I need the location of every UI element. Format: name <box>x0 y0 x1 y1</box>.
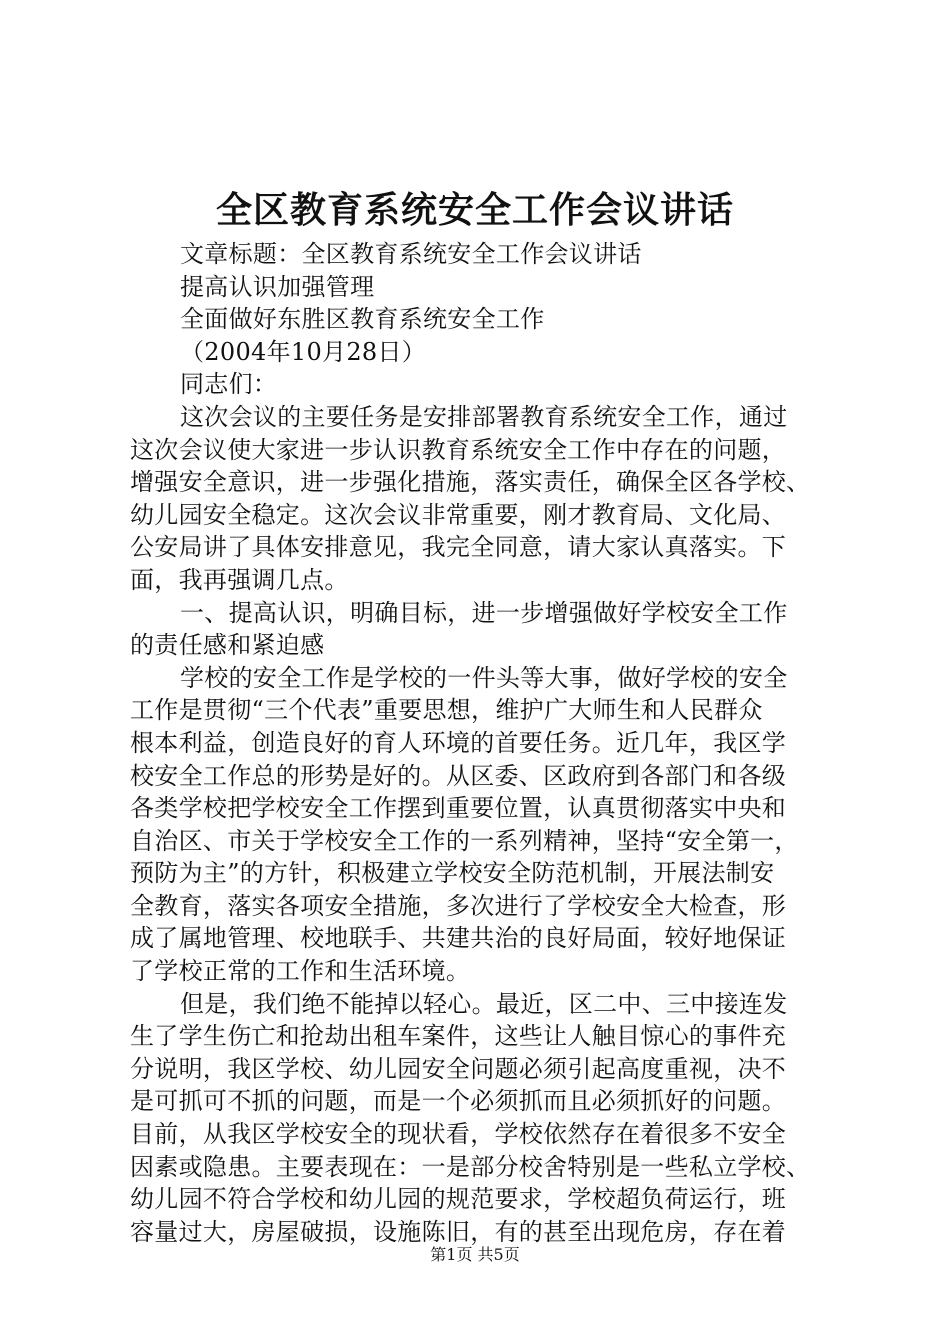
text-line: 各类学校把学校安全工作摆到重要位置，认真贯彻落实中央和 <box>130 794 787 823</box>
text-line: 目前，从我区学校安全的现状看，学校依然存在着很多不安全 <box>130 1120 787 1149</box>
text-line: 面，我再强调几点。 <box>130 565 349 594</box>
text-line: 自治区、市关于学校安全工作的一系列精神，坚持“安全第一， <box>130 826 799 855</box>
text-line: 增强安全意识，进一步强化措施，落实责任，确保全区各学校、 <box>130 468 811 497</box>
text-line: 幼儿园安全稳定。这次会议非常重要，刚才教育局、文化局、 <box>130 500 787 529</box>
text-line: （2004年10月28日） <box>180 337 427 366</box>
text-line: 这次会议使大家进一步认识教育系统安全工作中存在的问题， <box>130 435 787 464</box>
text-line: 了学校正常的工作和生活环境。 <box>130 957 471 986</box>
text-line: 因素或隐患。主要表现在：一是部分校舍特别是一些私立学校、 <box>130 1152 811 1181</box>
text-line: 学校的安全工作是学校的一件头等大事，做好学校的安全 <box>180 663 788 692</box>
document-body <box>130 238 830 1248</box>
text-line: 提高认识加强管理 <box>180 272 375 301</box>
text-line: 校安全工作总的形势是好的。从区委、区政府到各部门和各级 <box>130 761 787 790</box>
text-line: 一、提高认识，明确目标，进一步增强做好学校安全工作 <box>180 598 788 627</box>
document-title: 全区教育系统安全工作会议讲话 <box>215 189 734 231</box>
text-line: 工作是贯彻“三个代表”重要思想，维护广大师生和人民群众 <box>130 696 763 725</box>
page-indicator: 第1页 共5页 <box>430 1245 520 1264</box>
text-line: 但是，我们绝不能掉以轻心。最近，区二中、三中接连发 <box>180 989 788 1018</box>
text-line: 幼儿园不符合学校和幼儿园的规范要求，学校超负荷运行，班 <box>130 1185 787 1214</box>
text-line: 容量过大，房屋破损，设施陈旧，有的甚至出现危房，存在着 <box>130 1217 787 1246</box>
text-line: 这次会议的主要任务是安排部署教育系统安全工作，通过 <box>180 402 788 431</box>
text-line: 分说明，我区学校、幼儿园安全问题必须引起高度重视，决不 <box>130 1054 787 1083</box>
text-line: 是可抓可不抓的问题，而是一个必须抓而且必须抓好的问题。 <box>130 1087 787 1116</box>
text-line: 文章标题：全区教育系统安全工作会议讲话 <box>180 240 642 268</box>
text-line: 全面做好东胜区教育系统安全工作 <box>180 305 545 334</box>
text-line: 预防为主”的方针，积极建立学校安全防范机制，开展法制安 <box>130 859 775 888</box>
text-line: 成了属地管理、校地联手、共建共治的良好局面，较好地保证 <box>130 924 787 953</box>
text-line: 全教育，落实各项安全措施，多次进行了学校安全大检查，形 <box>130 891 787 920</box>
text-line: 生了学生伤亡和抢劫出租车案件，这些让人触目惊心的事件充 <box>130 1022 787 1051</box>
text-line: 公安局讲了具体安排意见，我完全同意，请大家认真落实。下 <box>130 533 787 562</box>
text-line: 根本利益，创造良好的育人环境的首要任务。近几年，我区学 <box>130 728 787 757</box>
text-line: 同志们： <box>180 370 278 399</box>
text-line: 的责任感和紧迫感 <box>130 631 325 660</box>
